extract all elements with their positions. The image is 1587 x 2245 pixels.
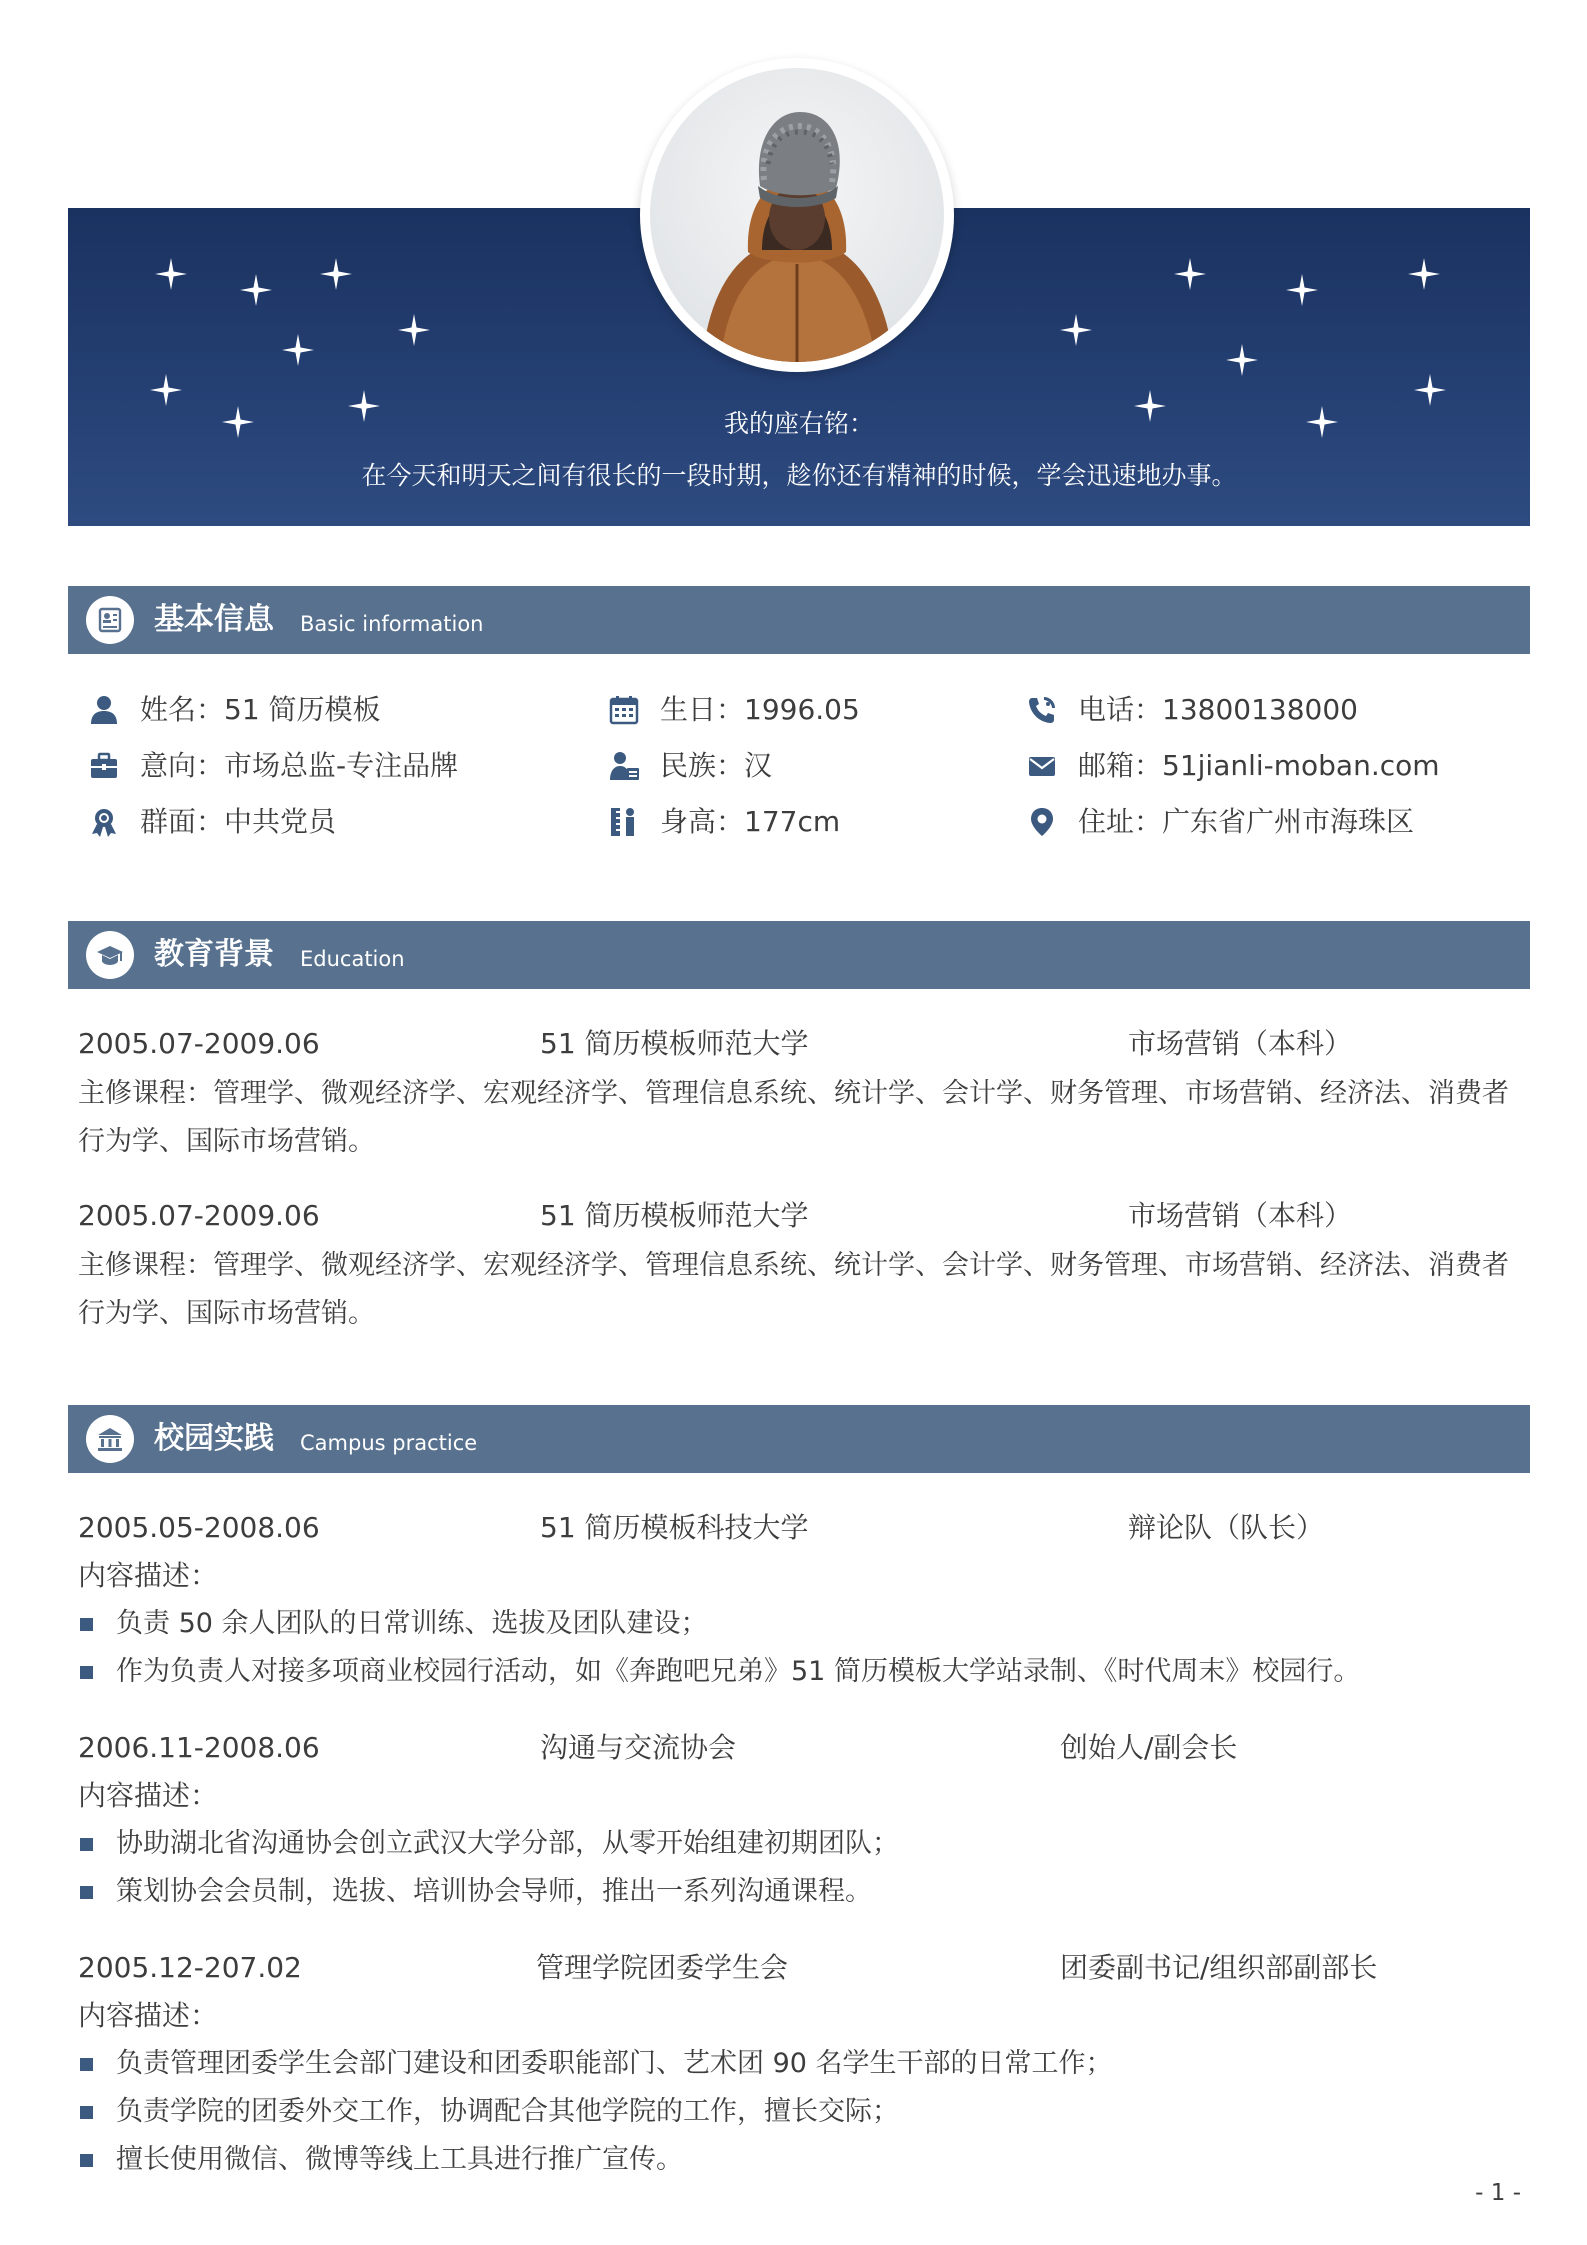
motto-title: 我的座右铭： — [723, 409, 874, 438]
height-ruler-icon — [608, 806, 640, 838]
location-pin-icon — [1026, 806, 1058, 838]
info-address: 住址：广东省广州市海珠区 — [1078, 804, 1414, 840]
sparkle-star-icon — [396, 312, 432, 348]
list-item: 负责学院的团委外交工作，协调配合其他学院的工作，擅长交际； — [78, 2094, 899, 2130]
list-item: 负责管理团委学生会部门建设和团委职能部门、艺术团 90 名学生干部的日常工作； — [78, 2046, 1113, 2082]
info-birthday: 生日：1996.05 — [660, 692, 860, 728]
section-header-education — [68, 921, 1530, 989]
campus-desc-label: 内容描述： — [78, 1559, 219, 1592]
info-email: 邮箱：51jianli-moban.com — [1078, 748, 1440, 784]
sparkle-star-icon — [1412, 372, 1448, 408]
campus-period: 2006.11-2008.06 — [78, 1731, 320, 1764]
list-item: 擅长使用微信、微博等线上工具进行推广宣传。 — [78, 2142, 683, 2178]
education-courses: 主修课程：管理学、微观经济学、宏观经济学、管理信息系统、统计学、会计学、财务管理、市场营销、经济法、消费者行为学、国际市场营销。 — [78, 1078, 1509, 1157]
section-title: 基本信息 — [154, 602, 274, 637]
section-subtitle: Basic information — [300, 612, 484, 636]
institution-icon — [96, 1425, 124, 1453]
user-icon — [88, 694, 120, 726]
phone-icon — [1026, 694, 1058, 726]
education-major: 市场营销（本科） — [1128, 1199, 1353, 1232]
section-icon-badge — [86, 1415, 134, 1463]
sparkle-star-icon — [1172, 256, 1208, 292]
page-number: - 1 - — [1475, 2180, 1521, 2206]
section-icon-badge — [86, 596, 134, 644]
info-height: 身高：177cm — [660, 804, 840, 840]
motto-text: 在今天和明天之间有很长的一段时期，趁你还有精神的时候，学会迅速地办事。 — [361, 461, 1237, 490]
education-school: 51 简历模板师范大学 — [540, 1199, 809, 1232]
education-school: 51 简历模板师范大学 — [540, 1027, 809, 1060]
campus-desc-label: 内容描述： — [78, 1999, 219, 2032]
campus-desc-label: 内容描述： — [78, 1779, 219, 1812]
envelope-icon — [1026, 750, 1058, 782]
graduation-cap-icon — [96, 941, 124, 969]
person-in-hood-illustration — [650, 68, 944, 362]
section-title: 校园实践 — [154, 1421, 274, 1456]
sparkle-star-icon — [153, 256, 189, 292]
info-ethnicity: 民族：汉 — [660, 748, 772, 784]
sparkle-star-icon — [148, 372, 184, 408]
campus-org: 管理学院团委学生会 — [536, 1951, 789, 1984]
avatar — [640, 58, 954, 372]
sparkle-star-icon — [1284, 272, 1320, 308]
list-item: 作为负责人对接多项商业校园行活动，如《奔跑吧兄弟》51 简历模板大学站录制、《时代周末》校园行。 — [78, 1654, 1360, 1690]
info-politics: 群面：中共党员 — [140, 804, 336, 840]
list-item: 策划协会会员制，选拔、培训协会导师，推出一系列沟通课程。 — [78, 1874, 872, 1910]
sparkle-star-icon — [318, 256, 354, 292]
sparkle-star-icon — [280, 332, 316, 368]
campus-role: 创始人/副会长 — [1060, 1731, 1238, 1764]
list-item: 负责 50 余人团队的日常训练、选拔及团队建设； — [78, 1606, 708, 1642]
section-header-basic-info — [68, 586, 1530, 654]
list-item: 协助湖北省沟通协会创立武汉大学分部，从零开始组建初期团队； — [78, 1826, 899, 1862]
profile-card-icon — [96, 606, 124, 634]
campus-org: 51 简历模板科技大学 — [540, 1511, 809, 1544]
education-period: 2005.07-2009.06 — [78, 1027, 320, 1060]
campus-org: 沟通与交流协会 — [540, 1731, 737, 1764]
person-card-icon — [608, 750, 640, 782]
education-major: 市场营销（本科） — [1128, 1027, 1353, 1060]
info-name: 姓名：51 简历模板 — [140, 692, 381, 728]
profile-photo — [650, 68, 944, 362]
info-phone: 电话：13800138000 — [1078, 692, 1358, 728]
section-header-campus — [68, 1405, 1530, 1473]
campus-role: 辩论队（队长） — [1128, 1511, 1325, 1544]
info-intention: 意向：市场总监-专注品牌 — [140, 748, 458, 784]
calendar-icon — [608, 694, 640, 726]
section-icon-badge — [86, 931, 134, 979]
briefcase-icon — [88, 750, 120, 782]
education-period: 2005.07-2009.06 — [78, 1199, 320, 1232]
education-courses: 主修课程：管理学、微观经济学、宏观经济学、管理信息系统、统计学、会计学、财务管理、市场营销、经济法、消费者行为学、国际市场营销。 — [78, 1250, 1509, 1329]
campus-period: 2005.05-2008.06 — [78, 1511, 320, 1544]
campus-role: 团委副书记/组织部副部长 — [1060, 1951, 1378, 1984]
award-ribbon-icon — [88, 806, 120, 838]
sparkle-star-icon — [238, 272, 274, 308]
sparkle-star-icon — [1058, 312, 1094, 348]
section-subtitle: Education — [300, 947, 405, 971]
sparkle-star-icon — [1224, 342, 1260, 378]
section-title: 教育背景 — [154, 937, 274, 972]
campus-period: 2005.12-207.02 — [78, 1951, 302, 1984]
section-subtitle: Campus practice — [300, 1431, 478, 1455]
sparkle-star-icon — [1406, 256, 1442, 292]
